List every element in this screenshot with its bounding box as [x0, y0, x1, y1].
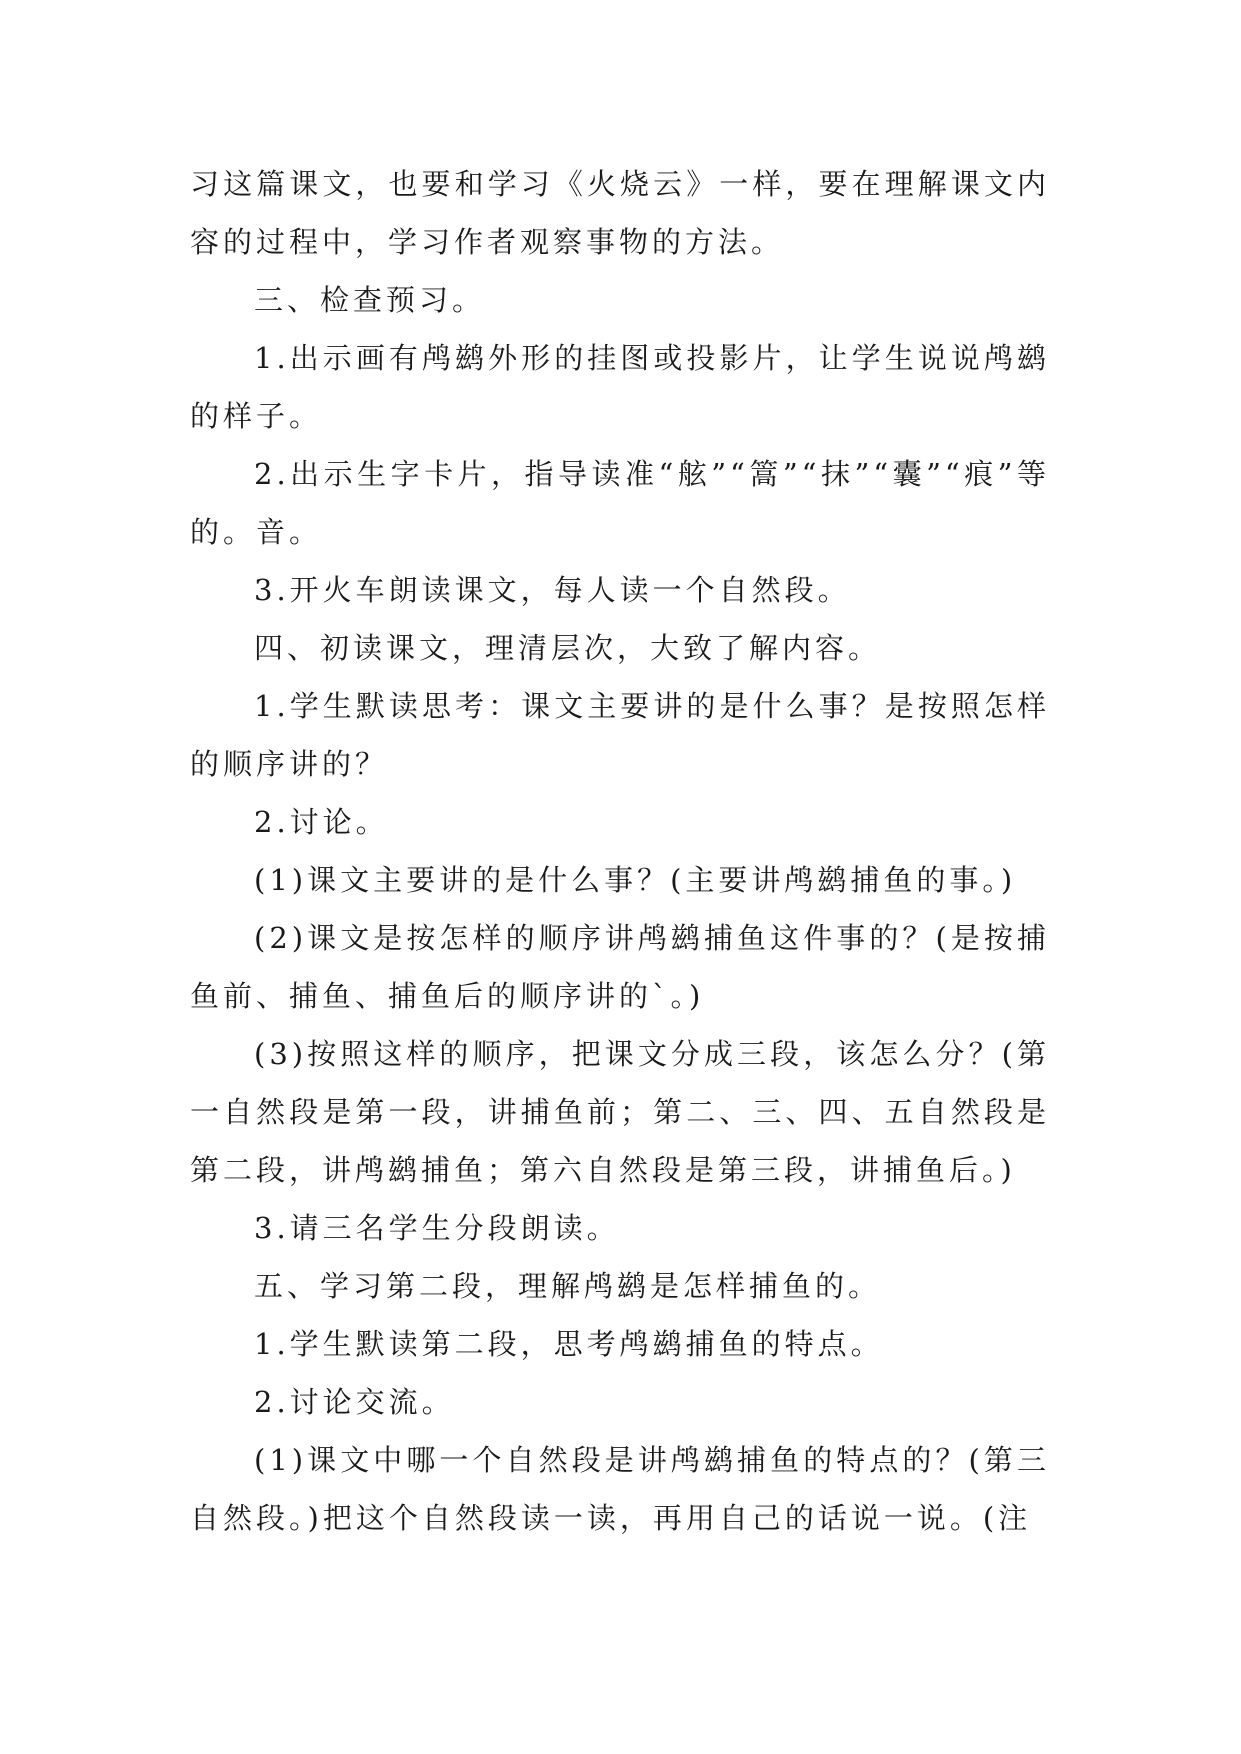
paragraph: (3)按照这样的顺序，把课文分成三段，该怎么分？(第一自然段是第一段，讲捕鱼前；第二、三、四、五自然段是第二段，讲鸬鹚捕鱼；第六自然段是第三段，讲捕鱼后。): [190, 1037, 1050, 1187]
paragraph: 四、初读课文，理清层次，大致了解内容。: [254, 631, 882, 665]
document-body: [190, 155, 1050, 1547]
paragraph: 1.学生默读第二段，思考鸬鹚捕鱼的特点。: [254, 1327, 884, 1361]
paragraph: 1.学生默读思考：课文主要讲的是什么事？是按照怎样的顺序讲的？: [190, 689, 1050, 781]
paragraph: 2.出示生字卡片，指导读准“舷”“篙”“抹”“囊”“痕”等的。音。: [190, 457, 1050, 549]
paragraph: 2.讨论交流。: [254, 1385, 455, 1419]
paragraph: 3.开火车朗读课文，每人读一个自然段。: [254, 573, 851, 607]
paragraph: 2.讨论。: [254, 805, 389, 839]
paragraph: (2)课文是按怎样的顺序讲鸬鹚捕鱼这件事的？(是按捕鱼前、捕鱼、捕鱼后的顺序讲的`。): [190, 921, 1050, 1013]
paragraph: 三、检查预习。: [254, 283, 486, 317]
paragraph: (1)课文主要讲的是什么事？(主要讲鸬鹚捕鱼的事。): [254, 863, 1017, 897]
paragraph: 3.请三名学生分段朗读。: [254, 1211, 620, 1245]
paragraph: (1)课文中哪一个自然段是讲鸬鹚捕鱼的特点的？(第三自然段。)把这个自然段读一读，再用自己的话说一说。(注: [190, 1443, 1050, 1535]
paragraph: 五、学习第二段，理解鸬鹚是怎样捕鱼的。: [254, 1269, 882, 1303]
paragraph: 1.出示画有鸬鹚外形的挂图或投影片，让学生说说鸬鹚的样子。: [190, 341, 1050, 433]
paragraph: 习这篇课文，也要和学习《火烧云》一样，要在理解课文内容的过程中，学习作者观察事物的方法。: [190, 167, 1050, 259]
